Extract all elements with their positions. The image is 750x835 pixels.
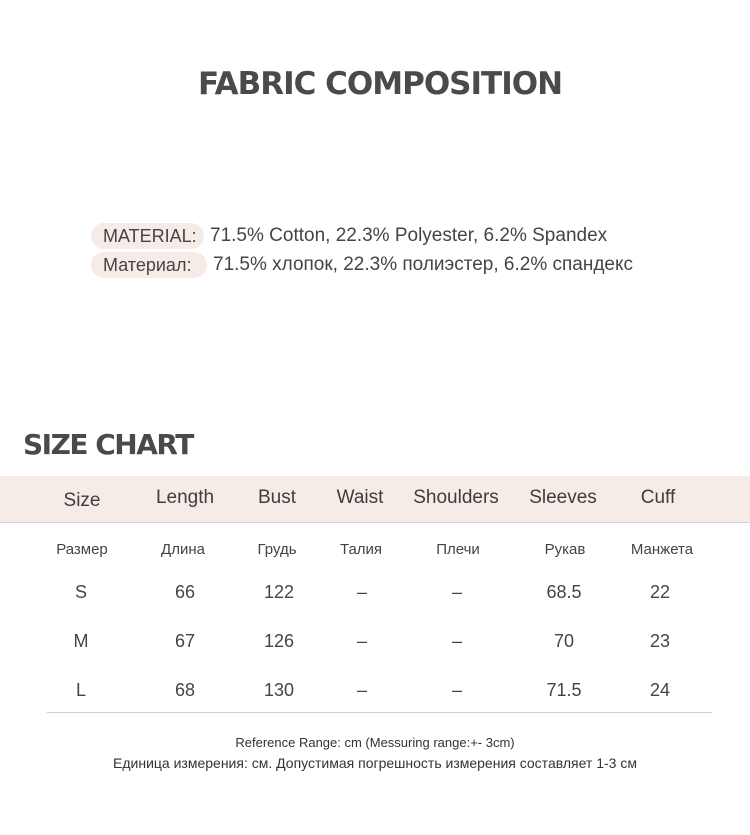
table-cell-cuff: 23 <box>649 631 671 651</box>
fabric-composition-title: FABRIC COMPOSITION <box>197 66 563 102</box>
subheader-cuff: Манжета <box>630 541 694 558</box>
reference-range-note-ru: Единица измерения: см. Допустимая погрешность измерения составляет 1-3 см <box>113 755 637 771</box>
table-cell-size: L <box>75 680 87 700</box>
subheader-length: Длина <box>161 541 205 558</box>
table-cell-bust: 130 <box>263 680 295 700</box>
material-row-en <box>91 223 607 249</box>
header-shoulders: Shoulders <box>413 487 499 508</box>
subheader-size: Размер <box>56 541 108 558</box>
material-value-en: 71.5% Cotton, 22.3% Polyester, 6.2% Spandex <box>210 225 608 246</box>
table-cell-bust: 122 <box>263 582 295 602</box>
table-cell-sleeves: 71.5 <box>546 680 582 700</box>
reference-range-note: Reference Range: cm (Messuring range:+- 3cm) <box>235 735 515 750</box>
table-cell-shoulders: – <box>451 582 463 602</box>
header-sleeves: Sleeves <box>529 487 597 508</box>
table-cell-sleeves: 70 <box>553 631 575 651</box>
material-label-ru: Материал: <box>91 252 207 278</box>
header-bust: Bust <box>257 487 297 508</box>
table-cell-sleeves: 68.5 <box>546 582 582 602</box>
table-cell-waist: – <box>356 582 368 602</box>
subheader-waist: Талия <box>339 541 383 558</box>
table-cell-length: 68 <box>174 680 196 700</box>
table-bottom-divider <box>47 712 712 713</box>
subheader-bust: Грудь <box>257 541 297 558</box>
table-cell-cuff: 22 <box>649 582 671 602</box>
material-value-ru: 71.5% хлопок, 22.3% полиэстер, 6.2% спандекс <box>213 254 634 275</box>
table-cell-size: S <box>74 582 88 602</box>
table-cell-bust: 126 <box>263 631 295 651</box>
header-length: Length <box>155 487 215 508</box>
table-cell-length: 67 <box>174 631 196 651</box>
subheader-sleeves: Рукав <box>544 541 586 558</box>
subheader-shoulders: Плечи <box>436 541 480 558</box>
header-waist: Waist <box>336 487 384 508</box>
header-cuff: Cuff <box>640 487 676 508</box>
material-row-ru <box>91 252 633 278</box>
table-cell-shoulders: – <box>451 680 463 700</box>
header-size: Size <box>63 490 101 511</box>
table-cell-cuff: 24 <box>649 680 671 700</box>
size-chart-title: SIZE CHART <box>23 428 193 461</box>
table-cell-shoulders: – <box>451 631 463 651</box>
table-cell-waist: – <box>356 631 368 651</box>
table-cell-size: M <box>73 631 89 651</box>
material-label-en: MATERIAL: <box>91 223 204 249</box>
table-cell-waist: – <box>356 680 368 700</box>
table-cell-length: 66 <box>174 582 196 602</box>
